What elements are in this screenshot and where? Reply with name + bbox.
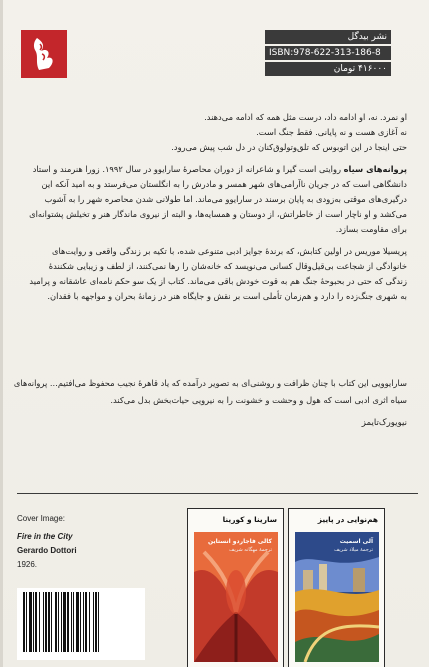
book-title: سارینا و کورینا — [222, 515, 277, 524]
blurb — [27, 110, 407, 310]
opening-line-1: او نمرد. نه، او ادامه داد، درست مثل همه که ادامه می‌دهند. — [204, 112, 407, 122]
isbn-block — [265, 30, 391, 78]
opening-line-2: نه آغازی هست و نه پایانی. فقط جنگ است. — [256, 127, 407, 138]
opening-lines — [27, 110, 407, 156]
barcode — [17, 588, 145, 660]
bidgol-logo-icon — [29, 36, 59, 72]
book-author: آلی اسمیت — [339, 538, 373, 545]
review-quote: سارایوویی این کتاب با چنان ظرافت و روشنی‌ای به تصویر درآمده که یاد قاهرهٔ نجیب محفوظ می‌افتیم... پروانه‌های سیاه اثری ادبی است که هول و وحشت و خشونت را به نیرویی حیات‌بخش بدل می‌کند. — [13, 378, 407, 405]
cover-credit-title: Fire in the City — [17, 532, 73, 541]
cover-credits — [17, 512, 127, 572]
publisher-logo — [21, 30, 67, 78]
review-source: نیویورک‌تایمز — [361, 418, 407, 428]
review — [7, 375, 407, 432]
opening-line-3: حتی اینجا در این اتوبوس که تلق‌وتولوق‌کنان در دل شب پیش می‌رود. — [171, 142, 407, 153]
cover-credit-year: 1926. — [17, 560, 38, 569]
author-paragraph: پریسیلا موریس در اولین کتابش، که برندهٔ جوایز ادبی متنوعی شده، با تکیه بر زندگی واقعی و روایت‌های خانوادگی از شجاعت بی‌قیل‌وقال کسانی می‌نویسد که خانه‌شان را رها نمی‌کنند، از لطف و زیبایی شکنندهٔ زندگی که حتی در بحبوحهٔ جنگ هم به قوت خودش باقی می‌ماند. کتاب از یک سو حکم نامه‌ای عاشقانه و پرامید به شهری جنگ‌زده را دارد و هم‌زمان تأملی است بر نقش و جایگاه هنر در زمانهٔ بحران و مواجهه با فقدان. — [29, 245, 407, 302]
book-title: هم‌نوایی در پاییز — [317, 515, 378, 524]
cover-credit-artist: Gerardo Dottori — [17, 546, 77, 555]
cover-credit-label: Cover Image: — [17, 514, 66, 523]
book-translator: ترجمهٔ میلاد شریف — [334, 547, 373, 553]
book-translator: ترجمهٔ مهگانه شریف — [229, 547, 272, 553]
book-ad-2 — [288, 508, 385, 667]
book-cover-image — [295, 532, 379, 662]
description-text: روایتی است گیرا و شاعرانه از دوران محاصرهٔ سارایوو در سال ۱۹۹۲. زورا هنرمند و استاد دانشگاهی است که در جریان ناآرامی‌های شهر همسر و مادرش را به انگلستان می‌فرستد و به امید آنکه این درگیری‌های موقتی به‌زودی به پایان برسند در سارایوو می‌ماند. اما طولانی شدن محاصره شهر را به آشوب می‌کشد و او ناچار است از خاطراتش، از دوستان و همسایه‌ها، و البته از نیروی ماندگار هنر و تخیلش پشتوانه‌ای برای مقاومت بسازد. — [29, 163, 407, 235]
book-author: کالی فاجاردو انستاین — [207, 538, 272, 545]
book-cover-image — [194, 532, 278, 662]
description-lead: پروانه‌های سیاه — [343, 163, 407, 174]
book-ad-1 — [187, 508, 284, 667]
divider — [17, 493, 418, 494]
description-paragraph — [27, 162, 407, 238]
publisher-name: نشر بیدگل — [265, 30, 391, 44]
price: ۴۱۶۰۰۰ تومان — [265, 62, 391, 76]
isbn: ISBN:978-622-313-186-8 — [265, 46, 391, 60]
barcode-icon — [21, 592, 141, 660]
